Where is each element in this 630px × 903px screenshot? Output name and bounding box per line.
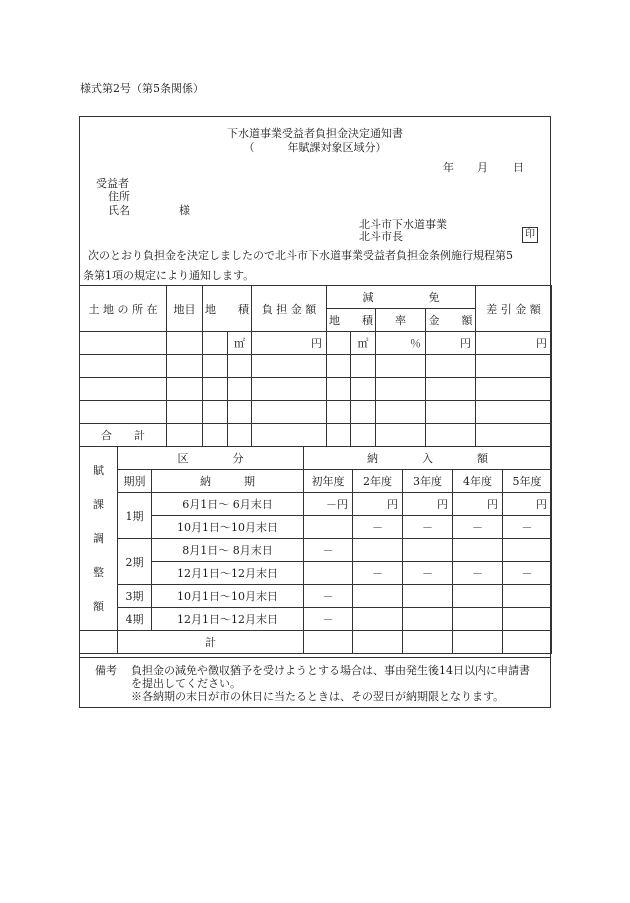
due-date: 10月1日～10月末日 (152, 516, 304, 539)
notes-section (79, 657, 551, 708)
due-date: 8月1日～ 8月末日 (152, 539, 304, 562)
area-cell[interactable] (203, 332, 228, 355)
header-exemption-area: 地 積 (327, 309, 376, 332)
seal-mark: 印 (522, 227, 538, 243)
header-year-3: 3年度 (403, 470, 453, 493)
due-date: 12月1日～12月末日 (152, 608, 304, 631)
table-row (80, 493, 552, 516)
land-category-cell[interactable] (167, 332, 203, 355)
date-day: 日 (513, 161, 524, 174)
header-payment: 納 入 額 (304, 447, 552, 470)
recipient-label: 受益者 (96, 177, 129, 190)
year-5-amount[interactable]: 円 (503, 493, 552, 516)
table-row: 4期 12月1日～12月末日 － (80, 608, 552, 631)
header-due: 納 期 (152, 470, 304, 493)
notes-line-2: を提出してください。 (131, 677, 241, 690)
period-4: 4期 (118, 608, 152, 631)
table-row (80, 355, 552, 378)
header-charge-amount: 負 担 金 額 (252, 286, 327, 332)
period-1: 1期 (118, 493, 152, 539)
table-row: 12月1日～12月末日 － － － － (80, 562, 552, 585)
notice-body-line-1: 次のとおり負担金を決定しましたので北斗市下水道事業受益者負担金条例施行規程第5 (88, 249, 513, 262)
document-subtitle: （ 年賦課対象区域分） (243, 141, 387, 154)
year-4-amount[interactable]: 円 (453, 493, 503, 516)
area-unit: ㎡ (228, 332, 252, 355)
due-date: 10月1日～10月末日 (152, 585, 304, 608)
table-row (80, 378, 552, 401)
header-year-4: 4年度 (453, 470, 503, 493)
total-row (80, 424, 552, 447)
header-year-5: 5年度 (503, 470, 552, 493)
period-3: 3期 (118, 585, 152, 608)
form-number-label: 様式第2号（第5条関係） (80, 82, 204, 95)
header-exemption-rate: 率 (376, 309, 426, 332)
period-2: 2期 (118, 539, 152, 585)
year-2-amount[interactable]: 円 (353, 493, 403, 516)
document-title: 下水道事業受益者負担金決定通知書 (227, 127, 403, 140)
name-label: 氏名 (108, 204, 130, 217)
issuer-department: 北斗市下水道事業 (359, 218, 447, 231)
notes-line-1: 負担金の減免や徴収猶予を受けようとする場合は、事由発生後14日以内に申請書 (131, 664, 530, 677)
due-date: 12月1日～12月末日 (152, 562, 304, 585)
table-row (80, 332, 552, 355)
header-year-1: 初年度 (304, 470, 353, 493)
exemption-area-unit: ㎡ (351, 332, 376, 355)
header-exemption-amount: 金 額 (426, 309, 476, 332)
table-row: 2期 8月1日～ 8月末日 － (80, 539, 552, 562)
charge-amount-cell[interactable]: 円 (252, 332, 327, 355)
year-3-amount[interactable]: 円 (403, 493, 453, 516)
installment-table (79, 446, 552, 654)
notes-line-3: ※各納期の末日が市の休日に当たるときは、その翌日が納期限となります。 (131, 690, 505, 703)
header-year-2: 2年度 (353, 470, 403, 493)
table-row (80, 401, 552, 424)
net-amount-cell[interactable]: 円 (476, 332, 552, 355)
location-cell[interactable] (80, 332, 167, 355)
due-date: 6月1日～ 6月末日 (152, 493, 304, 516)
honorific: 様 (179, 204, 190, 217)
notice-header (79, 116, 551, 286)
address-label: 住所 (108, 190, 130, 203)
issuer-title: 北斗市長 (359, 230, 403, 243)
header-exemption: 減 免 (327, 286, 476, 309)
header-land-category: 地目 (167, 286, 203, 332)
exemption-area-cell[interactable] (327, 332, 351, 355)
date-year: 年 (443, 161, 454, 174)
table-row: 3期 10月1日～10月末日 － (80, 585, 552, 608)
header-section: 区 分 (118, 447, 304, 470)
installment-total-label: 計 (118, 631, 304, 654)
side-label: 賦 課 調 整 額 (80, 447, 118, 631)
header-location: 土 地 の 所 在 (80, 286, 167, 332)
land-assessment-table (79, 285, 552, 447)
header-period: 期別 (118, 470, 152, 493)
header-net-amount: 差 引 金 額 (476, 286, 552, 332)
date-month: 月 (477, 161, 488, 174)
notice-body-line-2: 条第1項の規定により通知します。 (83, 269, 255, 282)
total-label: 合 計 (80, 424, 167, 447)
total-row (80, 631, 552, 654)
exemption-amount-cell[interactable]: 円 (426, 332, 476, 355)
table-row: 10月1日～10月末日 － － － － (80, 516, 552, 539)
year-1-amount[interactable]: －円 (304, 493, 353, 516)
exemption-rate-cell[interactable]: ％ (376, 332, 426, 355)
notes-label: 備考 (95, 664, 117, 677)
header-area: 地 積 (203, 286, 252, 332)
